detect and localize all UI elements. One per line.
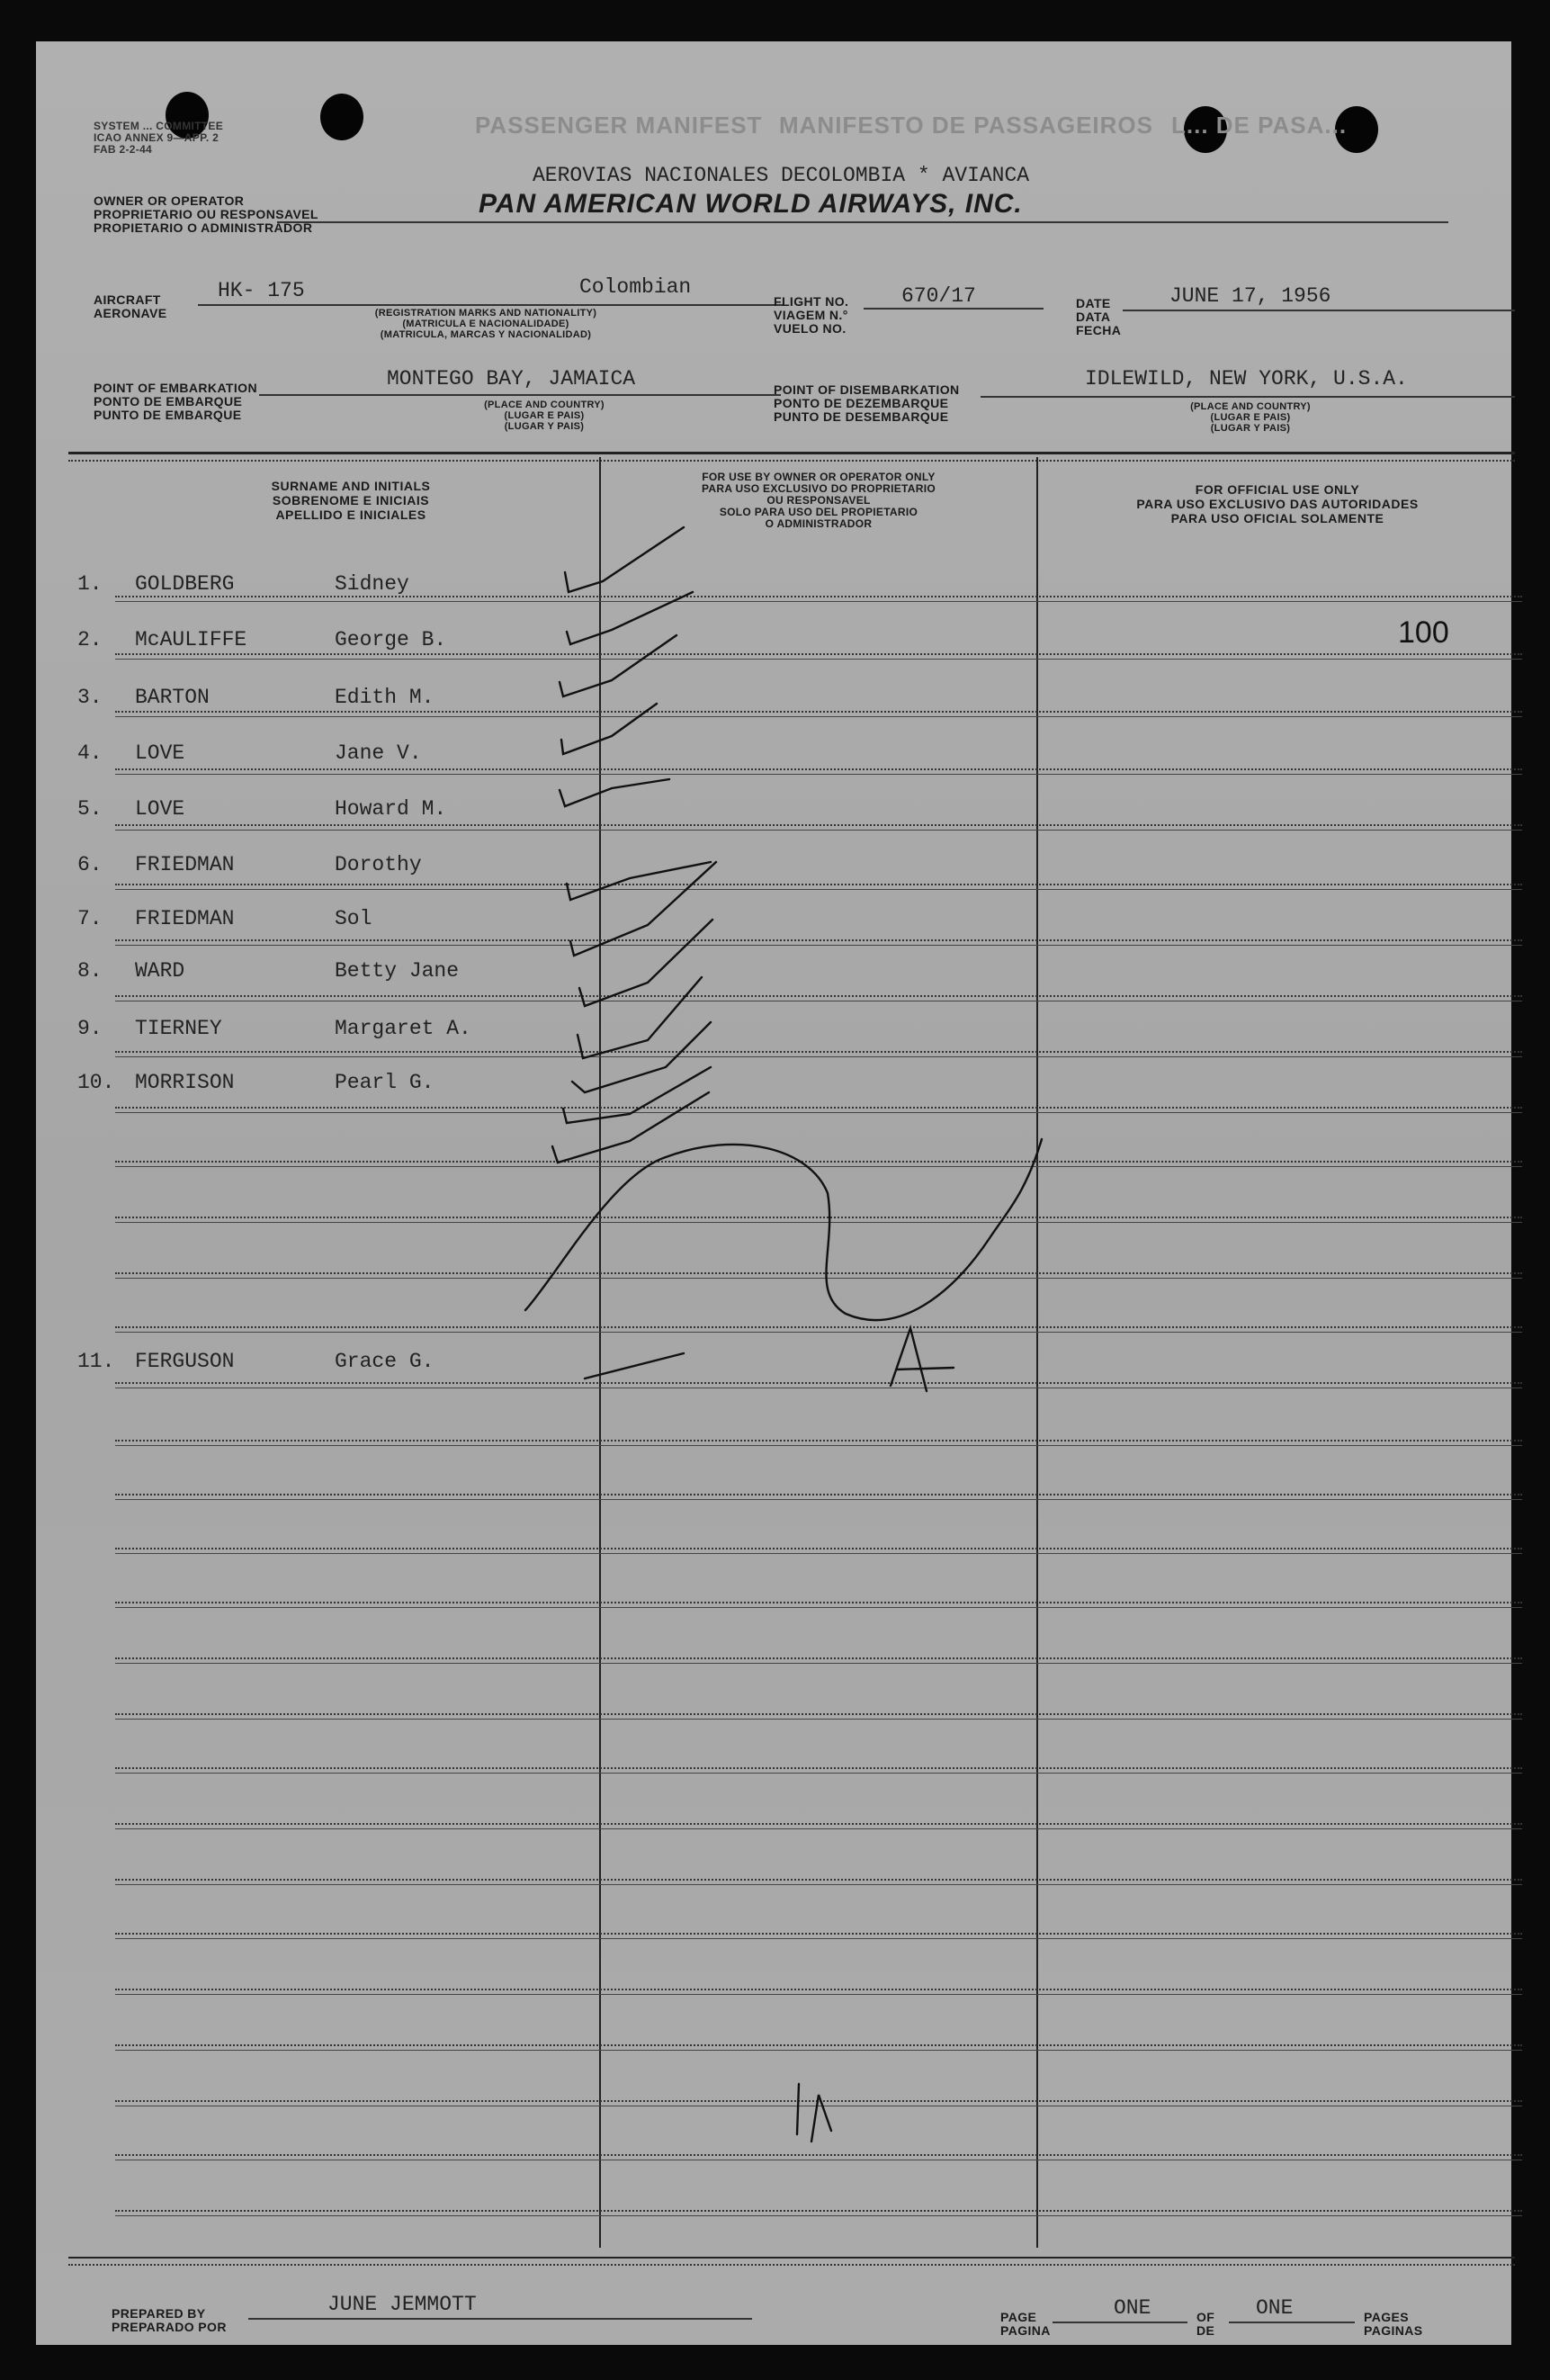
surname-column-header: SURNAME AND INITIALS SOBRENOME E INICIAIS APELLIDO E INICIALES — [271, 479, 431, 522]
squiggle-mark — [525, 1139, 1042, 1320]
passenger-number: 4. — [77, 741, 103, 765]
passenger-number: 5. — [77, 797, 103, 821]
disembark-label: POINT OF DISEMBARKATION PONTO DE DEZEMBARQUE PUNTO DE DESEMBARQUE — [774, 382, 960, 424]
embark-place-caption: (PLACE AND COUNTRY) (LUGAR E PAIS) (LUGAR Y PAIS) — [484, 400, 605, 432]
letter-a-mark — [891, 1328, 954, 1391]
passenger-number: 6. — [77, 853, 103, 876]
prepared-underline — [248, 2318, 752, 2320]
date-value: JUNE 17, 1956 — [1169, 284, 1331, 308]
check-mark — [578, 977, 702, 1058]
passenger-surname: McAULIFFE — [135, 628, 247, 651]
passenger-surname: TIERNEY — [135, 1017, 222, 1040]
registration-caption: (REGISTRATION MARKS AND NATIONALITY) (MATRICULA E NACIONALIDADE) (MATRICULA, MARCAS Y NACIONALIDAD) — [374, 308, 597, 340]
operator-printed: PAN AMERICAN WORLD AIRWAYS, INC. — [479, 189, 1023, 219]
passenger-given-name: Pearl G. — [335, 1071, 435, 1094]
passenger-given-name: Sol — [335, 907, 372, 930]
passenger-given-name: Edith M. — [335, 686, 435, 709]
official-column-header: FOR OFFICIAL USE ONLY PARA USO EXCLUSIVO DAS AUTORIDADES PARA USO OFICIAL SOLAMENTE — [1136, 482, 1419, 525]
passenger-surname: WARD — [135, 959, 185, 983]
passenger-number: 10. — [77, 1071, 115, 1094]
passenger-given-name: Howard M. — [335, 797, 447, 821]
dash-mark — [585, 1353, 684, 1379]
passenger-surname: GOLDBERG — [135, 572, 235, 596]
check-mark — [560, 779, 669, 806]
passenger-number: 2. — [77, 628, 103, 651]
owner-label: OWNER OR OPERATOR PROPRIETARIO OU RESPONSAVEL PROPIETARIO O ADMINISTRADOR — [94, 193, 318, 235]
passenger-surname: FERGUSON — [135, 1350, 235, 1373]
check-mark — [567, 862, 711, 900]
embark-label: POINT OF EMBARKATION PONTO DE EMBARQUE PUNTO DE EMBARQUE — [94, 381, 257, 422]
pages-label: PAGES PAGINAS — [1364, 2310, 1423, 2338]
check-mark — [560, 635, 676, 696]
flight-value: 670/17 — [901, 284, 976, 308]
flight-label: FLIGHT NO. VIAGEM N.° VUELO NO. — [774, 294, 849, 336]
prepared-label: PREPARED BY PREPARADO POR — [112, 2306, 227, 2334]
operator-column-header: FOR USE BY OWNER OR OPERATOR ONLY PARA USO EXCLUSIVO DO PROPRIETARIO OU RESPONSAVEL SOLO PARA USO DEL PROPIETARIO O ADMINISTRADOR — [701, 471, 936, 530]
page-underline — [1053, 2322, 1187, 2323]
handwritten-marks — [36, 41, 1511, 2345]
passenger-number: 11. — [77, 1350, 115, 1373]
of-label: OF DE — [1196, 2310, 1215, 2338]
date-label: DATE DATA FECHA — [1076, 296, 1122, 337]
page-value: ONE — [1114, 2296, 1151, 2320]
prepared-value: JUNE JEMMOTT — [327, 2293, 477, 2316]
passenger-given-name: Grace G. — [335, 1350, 435, 1373]
passenger-given-name: Sidney — [335, 572, 409, 596]
passenger-number: 8. — [77, 959, 103, 983]
passenger-number: 1. — [77, 572, 103, 596]
count-mark — [797, 2084, 831, 2142]
passenger-surname: FRIEDMAN — [135, 853, 235, 876]
passenger-number: 3. — [77, 686, 103, 709]
passenger-surname: FRIEDMAN — [135, 907, 235, 930]
passenger-surname: MORRISON — [135, 1071, 235, 1094]
passenger-surname: LOVE — [135, 797, 185, 821]
passenger-given-name: George B. — [335, 628, 447, 651]
of-underline — [1229, 2322, 1355, 2323]
manifest-sheet — [36, 41, 1511, 2345]
check-mark — [572, 1022, 711, 1092]
operator-typed: AEROVIAS NACIONALES DECOLOMBIA * AVIANCA — [533, 164, 1030, 187]
disembark-place-caption: (PLACE AND COUNTRY) (LUGAR E PAIS) (LUGAR Y PAIS) — [1190, 401, 1311, 434]
org-header: SYSTEM ... COMMITTEE ICAO ANNEX 9—APP. 2 FAB 2-2-44 — [94, 120, 224, 156]
of-value: ONE — [1256, 2296, 1294, 2320]
title-en: PASSENGER MANIFEST — [475, 112, 763, 139]
check-mark — [552, 1092, 709, 1163]
passenger-given-name: Margaret A. — [335, 1017, 471, 1040]
aircraft-value: HK- 175 — [218, 279, 305, 302]
passenger-number: 9. — [77, 1017, 103, 1040]
title-es: L... DE PASA... — [1171, 112, 1348, 139]
passenger-given-name: Betty Jane — [335, 959, 460, 983]
passenger-given-name: Jane V. — [335, 741, 422, 765]
passenger-surname: LOVE — [135, 741, 185, 765]
embark-value: MONTEGO BAY, JAMAICA — [387, 367, 636, 391]
page-label: PAGE PAGINA — [1000, 2310, 1051, 2338]
passenger-surname: BARTON — [135, 686, 210, 709]
nationality-value: Colombian — [579, 275, 692, 299]
check-mark — [561, 704, 657, 754]
disembark-value: IDLEWILD, NEW YORK, U.S.A. — [1085, 367, 1408, 391]
title-pt: MANIFESTO DE PASSAGEIROS — [779, 112, 1153, 139]
passenger-given-name: Dorothy — [335, 853, 422, 876]
check-mark — [579, 920, 712, 1006]
official-number: 100 — [1398, 615, 1449, 650]
passenger-number: 7. — [77, 907, 103, 930]
aircraft-label: AIRCRAFT AERONAVE — [94, 292, 167, 320]
check-mark — [565, 527, 684, 592]
